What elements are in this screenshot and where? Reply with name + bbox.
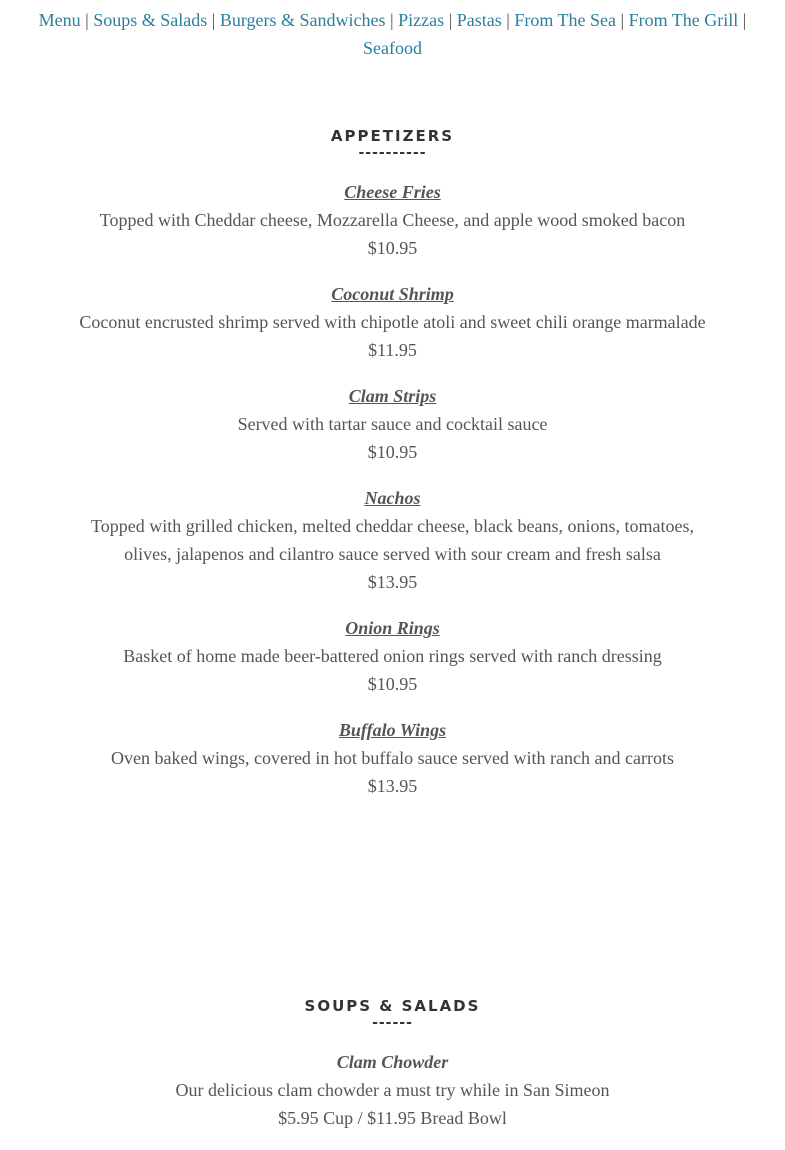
nav-link-from-the-grill[interactable]: From The Grill bbox=[628, 10, 739, 30]
top-navigation bbox=[30, 6, 755, 62]
nav-link-burgers-sandwiches[interactable]: Burgers & Sandwiches bbox=[219, 10, 386, 30]
menu-item bbox=[0, 1048, 785, 1132]
item-price: $10.95 bbox=[367, 674, 418, 694]
nav-separator: | bbox=[390, 10, 394, 30]
nav-link-menu[interactable]: Menu bbox=[38, 10, 81, 30]
item-description: Our delicious clam chowder a must try while in San Simeon bbox=[175, 1080, 610, 1100]
menu-item bbox=[0, 484, 785, 596]
menu-item bbox=[0, 178, 785, 262]
nav-link-pizzas[interactable]: Pizzas bbox=[398, 10, 445, 30]
section-divider: ---------- bbox=[358, 145, 427, 161]
item-name: Coconut Shrimp bbox=[331, 284, 454, 304]
item-price: $10.95 bbox=[367, 238, 418, 258]
nav-separator: | bbox=[85, 10, 89, 30]
section-title: APPETIZERS bbox=[330, 127, 455, 145]
item-description: Coconut encrusted shrimp served with chipotle atoli and sweet chili orange marmalade bbox=[79, 312, 706, 332]
nav-separator: | bbox=[211, 10, 216, 30]
item-price: $13.95 bbox=[367, 776, 418, 796]
item-description: Basket of home made beer-battered onion rings served with ranch dressing bbox=[123, 646, 662, 666]
item-description: Served with tartar sauce and cocktail sauce bbox=[237, 414, 548, 434]
item-price: $11.95 bbox=[368, 340, 417, 360]
item-description: Topped with grilled chicken, melted cheddar cheese, black beans, onions, tomatoes, olives, jalapenos and cilantro sauce served with sour cream and fresh salsa bbox=[90, 516, 695, 564]
item-name: Cheese Fries bbox=[344, 182, 441, 202]
section-title: SOUPS & SALADS bbox=[304, 997, 481, 1015]
item-name: Buffalo Wings bbox=[338, 720, 447, 740]
nav-separator: | bbox=[448, 10, 453, 30]
item-price: $13.95 bbox=[367, 572, 418, 592]
item-name: Clam Strips bbox=[348, 386, 437, 406]
nav-link-soups-salads[interactable]: Soups & Salads bbox=[93, 10, 208, 30]
nav-separator: | bbox=[620, 10, 625, 30]
section-divider: ------ bbox=[372, 1015, 413, 1031]
nav-separator: | bbox=[742, 10, 747, 30]
menu-item bbox=[0, 614, 785, 698]
menu-item bbox=[0, 280, 785, 364]
item-name: Onion Rings bbox=[345, 618, 440, 638]
nav-separator: | bbox=[506, 10, 510, 30]
appetizers-section bbox=[0, 126, 785, 818]
item-name: Nachos bbox=[364, 488, 421, 508]
menu-item bbox=[0, 382, 785, 466]
nav-link-seafood[interactable]: Seafood bbox=[363, 38, 422, 58]
nav-link-pastas[interactable]: Pastas bbox=[456, 10, 502, 30]
item-description: Topped with Cheddar cheese, Mozzarella Cheese, and apple wood smoked bacon bbox=[99, 210, 686, 230]
soups-salads-section bbox=[0, 996, 785, 1150]
item-description: Oven baked wings, covered in hot buffalo sauce served with ranch and carrots bbox=[111, 748, 674, 768]
item-name: Clam Chowder bbox=[336, 1052, 449, 1072]
nav-link-from-the-sea[interactable]: From The Sea bbox=[514, 10, 616, 30]
item-price: $5.95 Cup / $11.95 Bread Bowl bbox=[278, 1108, 507, 1128]
item-price: $10.95 bbox=[367, 442, 418, 462]
menu-item bbox=[0, 716, 785, 800]
